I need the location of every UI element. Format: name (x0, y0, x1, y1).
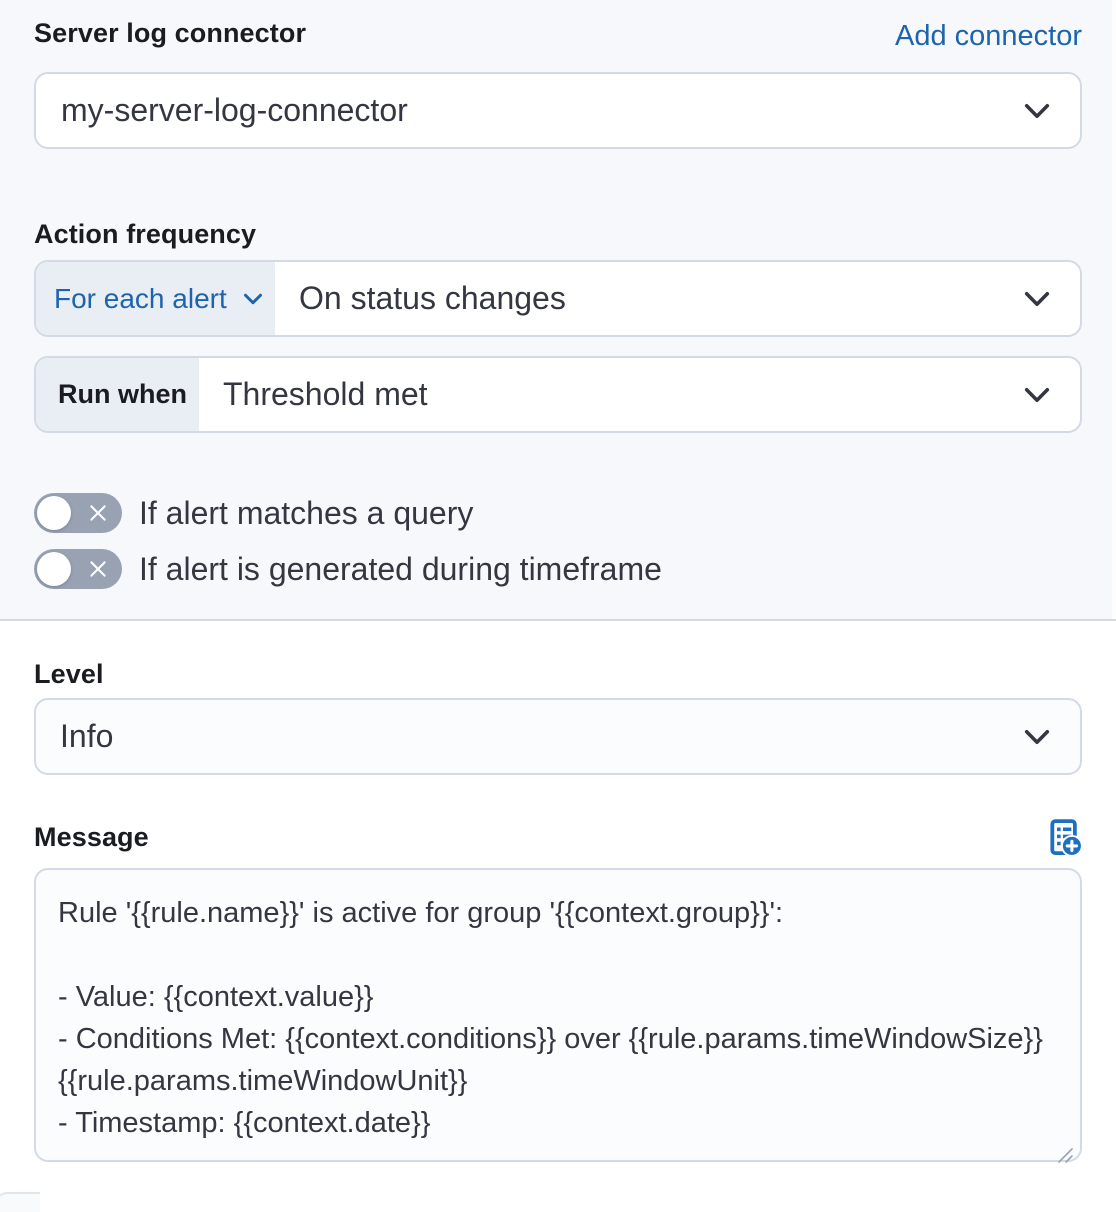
notify-when-select[interactable]: On status changes (299, 280, 566, 316)
level-select-value: Info (60, 718, 114, 754)
add-rule-variable-icon (1044, 818, 1082, 856)
server-log-params-section (0, 621, 1116, 1199)
message-line: {{rule.params.timeWindowUnit}} (58, 1065, 468, 1097)
notify-when-field (34, 260, 1082, 337)
connector-select[interactable] (34, 72, 1082, 149)
toggle-thumb (37, 552, 71, 586)
chevron-down-icon (1022, 380, 1052, 410)
message-line (58, 934, 1056, 976)
chevron-down-icon (241, 287, 265, 311)
toggle-thumb (37, 496, 71, 530)
for-each-alert-label: For each alert (54, 282, 227, 314)
chevron-down-icon (1022, 96, 1052, 126)
connector-select-value: my-server-log-connector (61, 92, 408, 128)
next-panel-corner (0, 1192, 40, 1212)
run-when-label: Run when (58, 379, 187, 409)
run-when-select[interactable]: Threshold met (223, 376, 428, 412)
connector-header (34, 18, 1082, 52)
timeframe-toggle-label: If alert is generated during timeframe (139, 550, 662, 587)
scrollbar-gutter (1112, 0, 1116, 619)
message-line: Rule '{{rule.name}}' is active for group '{{context.group}}': (58, 897, 784, 929)
query-toggle-label: If alert matches a query (139, 494, 474, 531)
query-toggle[interactable] (34, 493, 122, 533)
query-filter-row (34, 493, 1082, 533)
for-each-alert-dropdown[interactable] (36, 262, 275, 335)
add-connector-link[interactable]: Add connector (894, 20, 1082, 52)
message-textarea[interactable] (34, 868, 1082, 1162)
run-when-prepend (36, 358, 199, 431)
message-label: Message (34, 822, 149, 852)
timeframe-filter-row (34, 549, 1082, 589)
message-line: - Timestamp: {{context.date}} (58, 1107, 431, 1139)
action-frequency-label: Action frequency (34, 219, 257, 249)
message-line: - Conditions Met: {{context.conditions}} over {{rule.params.timeWindowSize}} (58, 1023, 1043, 1055)
textarea-resize-icon[interactable] (1055, 1135, 1075, 1155)
level-select[interactable] (34, 698, 1082, 775)
message-line: - Value: {{context.value}} (58, 981, 374, 1013)
run-when-field (34, 356, 1082, 433)
x-cross-icon (87, 558, 109, 580)
connector-label: Server log connector (34, 18, 307, 48)
chevron-down-icon (1022, 722, 1052, 752)
add-rule-variable-button[interactable] (1044, 818, 1082, 856)
timeframe-toggle[interactable] (34, 549, 122, 589)
chevron-down-icon (1022, 284, 1052, 314)
x-cross-icon (87, 502, 109, 524)
level-label: Level (34, 659, 104, 689)
message-header (34, 817, 1082, 857)
